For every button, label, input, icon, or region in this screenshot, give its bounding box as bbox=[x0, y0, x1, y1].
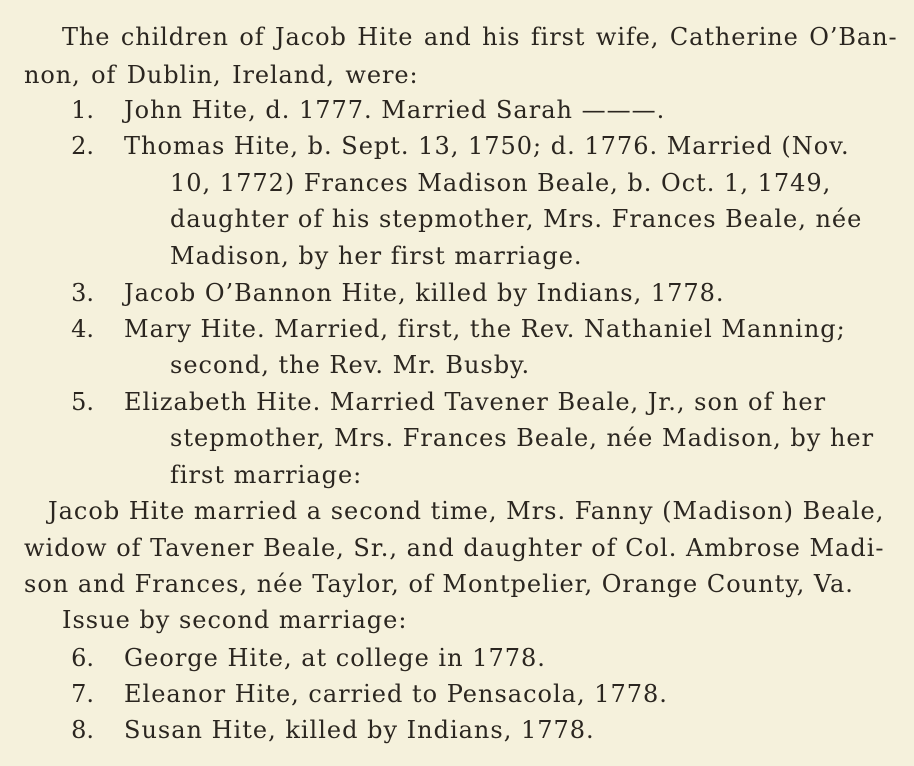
item-text: John Hite, d. 1777. Married Sarah ———. bbox=[124, 96, 666, 124]
item-number: 1. bbox=[71, 96, 94, 124]
item-text: Thomas Hite, b. Sept. 13, 1750; d. 1776. Married (Nov. bbox=[124, 132, 850, 160]
list-item bbox=[0, 679, 914, 709]
list-item bbox=[0, 131, 914, 161]
item-text: Elizabeth Hite. Married Tavener Beale, Jr., son of her bbox=[124, 388, 827, 416]
item-text-continuation: second, the Rev. Mr. Busby. bbox=[170, 351, 531, 379]
item-text-continuation: first marriage: bbox=[170, 461, 363, 489]
list-item bbox=[0, 715, 914, 745]
item-text-continuation: stepmother, Mrs. Frances Beale, née Madison, by her bbox=[170, 424, 875, 452]
item-number: 3. bbox=[71, 279, 94, 307]
item-text: Mary Hite. Married, first, the Rev. Nathaniel Manning; bbox=[124, 315, 846, 343]
second-marriage-line-3: son and Frances, née Taylor, of Montpelier, Orange County, Va. bbox=[24, 570, 854, 598]
item-text: Eleanor Hite, carried to Pensacola, 1778. bbox=[124, 680, 668, 708]
list-item bbox=[0, 314, 914, 344]
list-item bbox=[0, 95, 914, 125]
item-text: Susan Hite, killed by Indians, 1778. bbox=[124, 716, 595, 744]
item-number: 6. bbox=[71, 644, 94, 672]
list-item bbox=[0, 278, 914, 308]
list-item bbox=[0, 387, 914, 417]
item-text-continuation: Madison, by her first marriage. bbox=[170, 242, 583, 270]
item-text-continuation: 10, 1772) Frances Madison Beale, b. Oct. 1, 1749, bbox=[170, 169, 832, 197]
intro-line-1: The children of Jacob Hite and his first wife, Catherine O’Ban- bbox=[62, 23, 898, 51]
intro-line-2: non, of Dublin, Ireland, were: bbox=[24, 61, 419, 89]
list-item bbox=[0, 643, 914, 673]
item-text: Jacob O’Bannon Hite, killed by Indians, 1778. bbox=[124, 279, 725, 307]
item-number: 5. bbox=[71, 388, 94, 416]
item-text: George Hite, at college in 1778. bbox=[124, 644, 546, 672]
second-marriage-line-1: Jacob Hite married a second time, Mrs. Fanny (Madison) Beale, bbox=[48, 497, 885, 525]
second-marriage-line-4: Issue by second marriage: bbox=[62, 606, 408, 634]
item-number: 2. bbox=[71, 132, 94, 160]
item-text-continuation: daughter of his stepmother, Mrs. Frances Beale, née bbox=[170, 205, 863, 233]
second-marriage-line-2: widow of Tavener Beale, Sr., and daughter of Col. Ambrose Madi- bbox=[24, 534, 885, 562]
item-number: 8. bbox=[71, 716, 94, 744]
item-number: 7. bbox=[71, 680, 94, 708]
item-number: 4. bbox=[71, 315, 94, 343]
